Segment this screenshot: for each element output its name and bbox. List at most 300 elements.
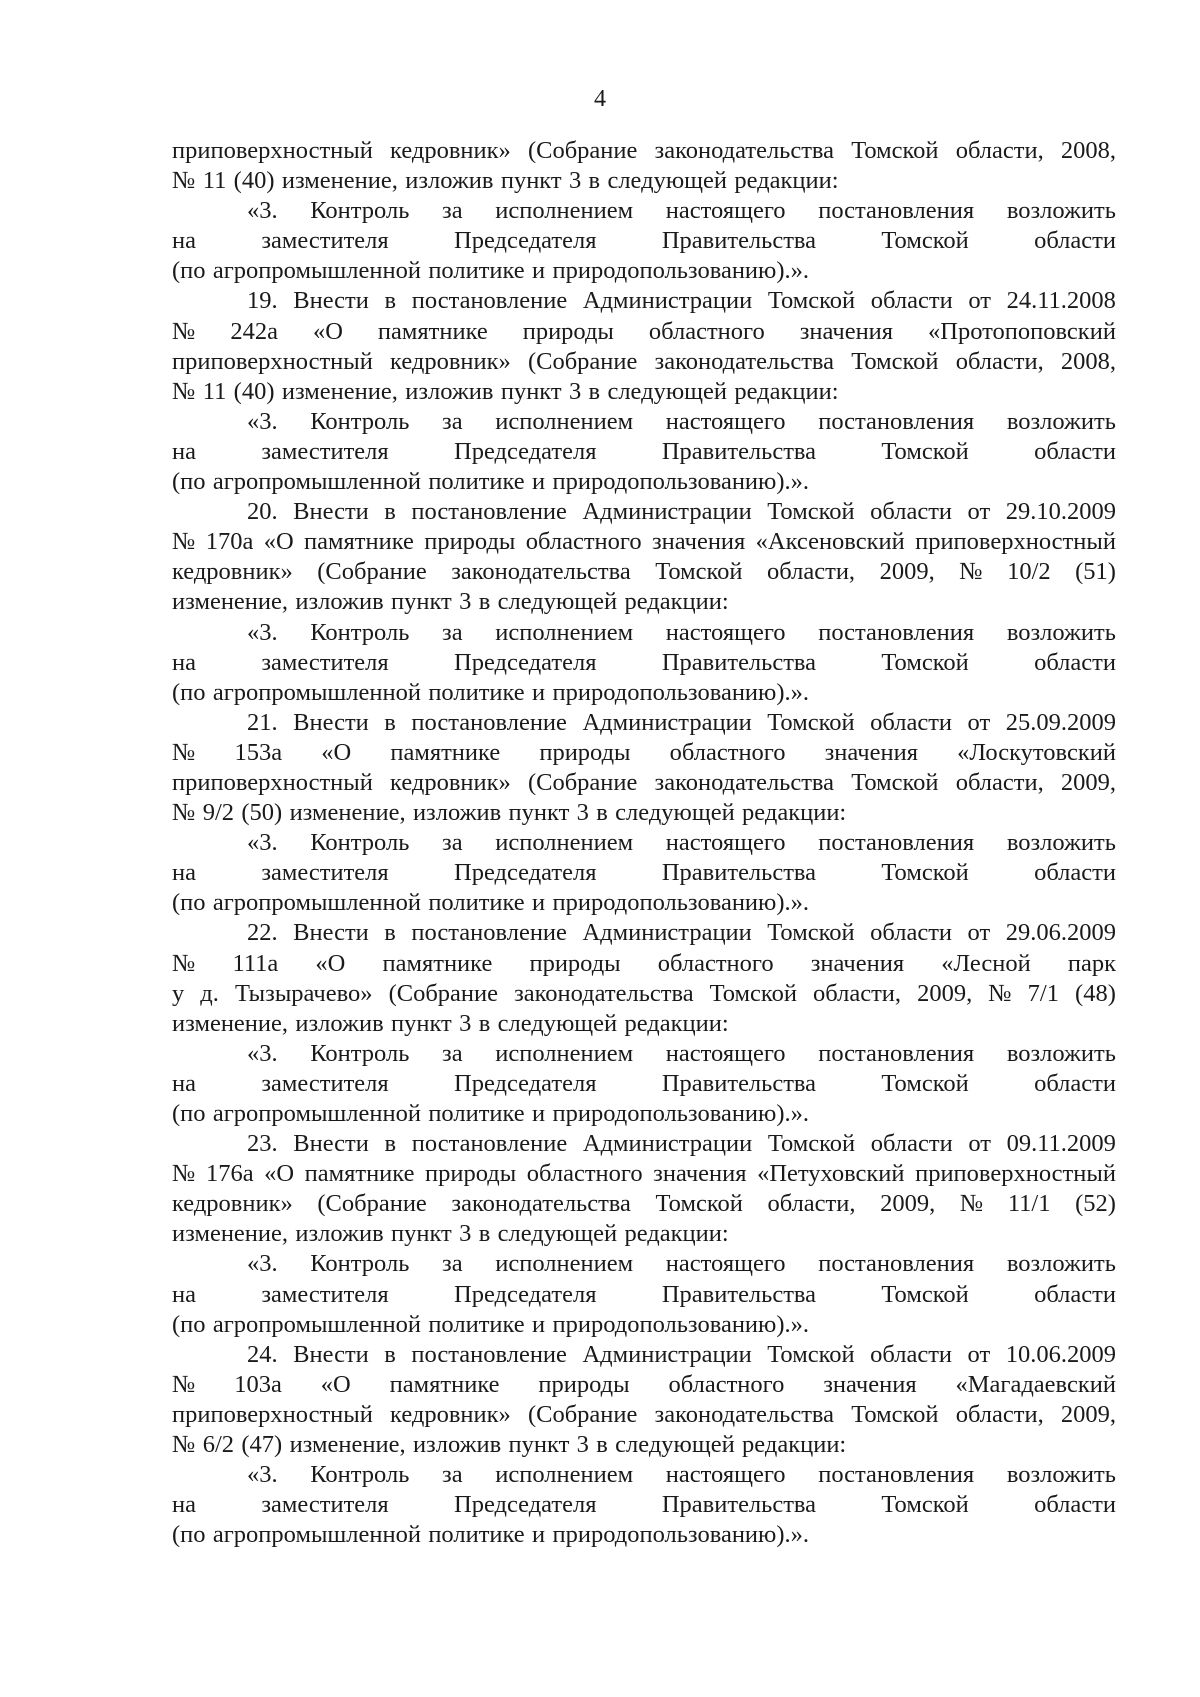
text-line xyxy=(172,1520,1116,1550)
word: (Собрание xyxy=(527,768,638,796)
text-line xyxy=(172,166,1116,196)
word: 11/1 xyxy=(1007,1190,1051,1218)
word: Контроль xyxy=(310,1461,410,1489)
word: постановление xyxy=(411,1340,567,1368)
word: за xyxy=(442,618,463,646)
word: заместителя xyxy=(261,859,389,887)
word: Председателя xyxy=(454,1069,597,1097)
word: области xyxy=(1034,1280,1116,1308)
text-line xyxy=(172,949,1116,979)
word: (51) xyxy=(1075,558,1116,586)
word: (по xyxy=(172,1521,206,1549)
word: 24.11.2008 xyxy=(1006,287,1116,315)
word: Томской xyxy=(655,558,743,586)
word: кедровник» xyxy=(390,768,511,796)
word: постановление xyxy=(411,287,568,315)
word: природы xyxy=(538,1370,630,1398)
word: возложить xyxy=(1006,197,1116,225)
word: изложив xyxy=(295,588,384,616)
word: постановление xyxy=(411,498,567,526)
word: в xyxy=(588,377,601,405)
word: законодательства xyxy=(654,768,835,796)
word: (Собрание xyxy=(527,1400,638,1428)
text-line xyxy=(172,226,1116,256)
word: исполнением xyxy=(495,197,634,225)
word: 29.06.2009 xyxy=(1005,919,1116,947)
word: следующей xyxy=(497,1220,618,1248)
word: в xyxy=(596,1431,608,1459)
word: редакции: xyxy=(742,799,847,827)
word: в xyxy=(384,919,396,947)
word: № xyxy=(172,528,196,556)
word: парк xyxy=(1067,949,1116,977)
word: Правительства xyxy=(661,1491,817,1519)
text-line xyxy=(172,1400,1116,1430)
word: настоящего xyxy=(665,618,786,646)
word: области xyxy=(1034,1491,1116,1519)
word: (Собрание xyxy=(317,558,427,586)
word: на xyxy=(172,648,196,676)
word: изменение, xyxy=(172,588,289,616)
word: политике xyxy=(428,468,525,496)
text-line xyxy=(172,1310,1116,1340)
word: постановления xyxy=(818,618,975,646)
word: области, xyxy=(955,768,1044,796)
word: значения xyxy=(651,528,746,556)
word: Председателя xyxy=(454,1280,597,1308)
word: 2009, xyxy=(1060,1400,1116,1428)
word: 3 xyxy=(459,1009,472,1037)
word: «3. xyxy=(247,197,278,225)
word: в xyxy=(596,799,608,827)
word: 6/2 xyxy=(202,1431,235,1459)
text-line xyxy=(172,467,1116,497)
word: Правительства xyxy=(661,437,817,465)
text-line xyxy=(172,1099,1116,1129)
word: на xyxy=(172,1280,196,1308)
word: № xyxy=(172,377,196,405)
word: 242а xyxy=(230,317,278,345)
word: 3 xyxy=(576,1431,589,1459)
word: изложив xyxy=(412,799,502,827)
word: 3 xyxy=(459,1220,472,1248)
word: изложив xyxy=(412,1431,502,1459)
word: «3. xyxy=(247,618,278,646)
word: 22. xyxy=(247,919,278,947)
word: 3 xyxy=(576,799,589,827)
word: Правительства xyxy=(661,648,817,676)
word: за xyxy=(442,1461,463,1489)
word: возложить xyxy=(1006,618,1116,646)
word: «О xyxy=(321,738,352,766)
word: области xyxy=(1034,859,1116,887)
word: (по xyxy=(172,1310,206,1338)
word: на xyxy=(172,227,196,255)
text-line xyxy=(172,1009,1116,1039)
word: изложив xyxy=(295,1009,384,1037)
text-line xyxy=(172,738,1116,768)
word: следующей xyxy=(497,588,618,616)
word: и xyxy=(532,678,546,706)
word: приповерхностный xyxy=(172,768,373,796)
word: «О xyxy=(312,317,343,345)
document-body xyxy=(172,136,1116,1550)
text-line xyxy=(172,1159,1116,1189)
word: изложив xyxy=(405,377,494,405)
word: Правительства xyxy=(661,1280,817,1308)
word: пункт xyxy=(390,1220,452,1248)
word: заместителя xyxy=(261,1280,389,1308)
word: приповерхностный xyxy=(172,137,373,164)
word: Внести xyxy=(293,498,369,526)
word: законодательства xyxy=(451,558,631,586)
word: возложить xyxy=(1006,829,1116,857)
text-line xyxy=(172,1129,1116,1159)
word: редакции: xyxy=(734,377,839,405)
word: возложить xyxy=(1006,407,1116,435)
word: кедровник» xyxy=(390,347,511,375)
word: № xyxy=(172,317,196,345)
text-line xyxy=(172,858,1116,888)
word: за xyxy=(442,829,463,857)
word: области, xyxy=(955,137,1044,164)
word: пункт xyxy=(508,799,570,827)
text-line xyxy=(172,1340,1116,1370)
word: области, xyxy=(812,979,902,1007)
word: значения xyxy=(824,738,918,766)
word: области xyxy=(1034,227,1116,255)
word: Контроль xyxy=(310,1250,410,1278)
text-line xyxy=(172,1280,1116,1310)
word: Внести xyxy=(293,708,369,736)
word: 111а xyxy=(232,949,279,977)
word: (Собрание xyxy=(388,979,499,1007)
word: Контроль xyxy=(310,829,410,857)
word: Томской xyxy=(851,137,939,164)
word: памятнике xyxy=(304,528,414,556)
word: кедровник» xyxy=(172,558,293,586)
word: природы xyxy=(522,317,614,345)
word: значения xyxy=(810,949,905,977)
word: приповерхностный xyxy=(915,1160,1116,1188)
text-line xyxy=(172,136,1116,166)
word: следующей xyxy=(607,167,727,195)
text-line xyxy=(172,1069,1116,1099)
text-line xyxy=(172,407,1116,437)
word: (по xyxy=(172,257,206,285)
word: № xyxy=(172,799,196,827)
word: постановление xyxy=(411,708,567,736)
word: и xyxy=(532,257,546,285)
text-line xyxy=(172,918,1116,948)
word: областного xyxy=(657,949,774,977)
word: приповерхностный xyxy=(172,1400,373,1428)
text-line xyxy=(172,888,1116,918)
text-line xyxy=(172,1219,1116,1249)
word: постановления xyxy=(818,197,975,225)
word: следующей xyxy=(497,1009,618,1037)
word: приповерхностный xyxy=(172,347,373,375)
word: агропромышленной xyxy=(212,257,421,285)
text-line xyxy=(172,377,1116,407)
word: «Магадаевский xyxy=(955,1370,1116,1398)
word: агропромышленной xyxy=(212,1100,421,1127)
word: 153а xyxy=(234,738,283,766)
word: Томской xyxy=(767,498,855,526)
word: в xyxy=(384,1130,397,1158)
text-line xyxy=(172,1189,1116,1219)
word: настоящего xyxy=(665,1039,786,1067)
word: области xyxy=(870,1130,953,1158)
word: Томской xyxy=(767,1340,855,1368)
word: на xyxy=(172,859,196,887)
word: природопользованию).». xyxy=(552,1310,810,1338)
word: агропромышленной xyxy=(212,1310,421,1338)
word: заместителя xyxy=(261,648,389,676)
word: от xyxy=(967,708,991,736)
word: 2009, xyxy=(879,558,935,586)
word: законодательства xyxy=(654,1400,835,1428)
word: области xyxy=(870,919,953,947)
word: № xyxy=(172,1160,196,1188)
word: «Лесной xyxy=(941,949,1031,977)
word: № xyxy=(172,1370,196,1398)
word: от xyxy=(968,1130,991,1158)
word: областного xyxy=(648,317,765,345)
word: Администрации xyxy=(582,1130,753,1158)
word: Томской xyxy=(767,919,855,947)
word: Администрации xyxy=(582,1340,752,1368)
word: возложить xyxy=(1006,1250,1116,1278)
word: и xyxy=(532,468,546,496)
word: «Петуховский xyxy=(757,1160,905,1188)
word: природопользованию).». xyxy=(552,257,810,285)
word: области xyxy=(1034,437,1116,465)
word: № xyxy=(959,1190,984,1218)
word: в xyxy=(384,708,396,736)
word: постановления xyxy=(818,829,975,857)
word: редакции: xyxy=(734,167,839,195)
word: области xyxy=(870,498,953,526)
word: агропромышленной xyxy=(212,468,421,496)
word: Томской xyxy=(851,347,939,375)
word: 21. xyxy=(247,708,278,736)
word: природопользованию).». xyxy=(552,889,810,917)
word: от xyxy=(968,287,991,315)
word: у xyxy=(172,979,185,1007)
word: изложив xyxy=(295,1220,384,1248)
word: постановления xyxy=(818,1250,975,1278)
word: «3. xyxy=(247,1461,278,1489)
word: природопользованию).». xyxy=(552,468,810,496)
word: Томской xyxy=(767,708,855,736)
word: области, xyxy=(767,558,856,586)
word: Администрации xyxy=(582,708,752,736)
word: законодательства xyxy=(451,1190,631,1218)
word: политике xyxy=(428,1310,525,1338)
word: (40) xyxy=(233,167,275,195)
word: 10.06.2009 xyxy=(1005,1340,1116,1368)
word: на xyxy=(172,1069,196,1097)
word: 3 xyxy=(568,377,582,405)
word: Томской xyxy=(881,1069,969,1097)
word: от xyxy=(967,919,991,947)
word: за xyxy=(442,197,463,225)
word: (по xyxy=(172,889,206,917)
text-line xyxy=(172,1249,1116,1279)
text-line xyxy=(172,979,1116,1009)
word: настоящего xyxy=(665,1250,786,1278)
text-line xyxy=(172,256,1116,286)
word: областного xyxy=(525,528,642,556)
word: «О xyxy=(263,528,294,556)
word: (40) xyxy=(233,377,275,405)
text-line xyxy=(172,648,1116,678)
word: в xyxy=(478,588,491,616)
text-line xyxy=(172,1460,1116,1490)
word: за xyxy=(442,1250,463,1278)
word: Администрации xyxy=(582,498,752,526)
word: агропромышленной xyxy=(212,1521,421,1549)
word: 24. xyxy=(247,1340,278,1368)
word: Контроль xyxy=(310,618,410,646)
word: политике xyxy=(428,1100,525,1127)
word: Томской xyxy=(881,227,969,255)
word: заместителя xyxy=(261,227,389,255)
word: кедровник» xyxy=(172,1190,293,1218)
word: природы xyxy=(539,738,631,766)
word: природы xyxy=(529,949,621,977)
word: 2008, xyxy=(1060,137,1116,164)
word: «О xyxy=(264,1160,295,1188)
word: № xyxy=(988,979,1012,1007)
word: пункт xyxy=(390,1009,452,1037)
word: природопользованию).». xyxy=(552,678,810,706)
word: д. xyxy=(200,979,219,1007)
word: постановления xyxy=(818,1039,975,1067)
word: на xyxy=(172,437,196,465)
text-line xyxy=(172,527,1116,557)
text-line xyxy=(172,587,1116,617)
word: № xyxy=(172,1431,196,1459)
text-line xyxy=(172,1430,1116,1460)
text-line xyxy=(172,1370,1116,1400)
word: 29.10.2009 xyxy=(1005,498,1116,526)
word: Томской xyxy=(881,1491,969,1519)
text-line xyxy=(172,347,1116,377)
word: политике xyxy=(428,257,525,285)
word: Внести xyxy=(293,1130,369,1158)
word: Томской xyxy=(851,1400,939,1428)
word: в xyxy=(588,167,601,195)
word: пункт xyxy=(390,588,452,616)
word: изменение, xyxy=(289,799,406,827)
word: № xyxy=(172,167,196,195)
word: 20. xyxy=(247,498,278,526)
word: редакции: xyxy=(624,1009,729,1037)
word: № xyxy=(959,558,983,586)
word: Томской xyxy=(881,859,969,887)
word: политике xyxy=(428,678,525,706)
word: области xyxy=(870,708,953,736)
word: изменение, xyxy=(289,1431,406,1459)
text-line xyxy=(172,828,1116,858)
word: памятнике xyxy=(382,949,493,977)
word: исполнением xyxy=(495,618,634,646)
word: (по xyxy=(172,678,206,706)
word: природы xyxy=(425,1160,517,1188)
word: кедровник» xyxy=(390,1400,511,1428)
word: постановления xyxy=(818,407,975,435)
word: настоящего xyxy=(665,1461,786,1489)
text-line xyxy=(172,196,1116,226)
word: постановление xyxy=(411,919,567,947)
word: исполнением xyxy=(495,1461,634,1489)
word: следующей xyxy=(615,1431,735,1459)
word: Администрации xyxy=(582,919,752,947)
word: «3. xyxy=(247,407,278,435)
word: природопользованию).». xyxy=(552,1100,810,1127)
word: от xyxy=(967,498,991,526)
word: настоящего xyxy=(665,829,786,857)
word: постановления xyxy=(818,1461,975,1489)
word: 9/2 xyxy=(202,799,235,827)
word: следующей xyxy=(607,377,727,405)
word: Председателя xyxy=(454,437,597,465)
word: политике xyxy=(428,1521,525,1549)
word: Томской xyxy=(881,1280,969,1308)
word: в xyxy=(478,1220,491,1248)
word: Контроль xyxy=(310,407,410,435)
word: за xyxy=(442,1039,463,1067)
word: «О xyxy=(315,949,346,977)
word: законодательства xyxy=(654,137,835,164)
word: агропромышленной xyxy=(212,678,421,706)
word: от xyxy=(967,1340,991,1368)
word: «Лоскутовский xyxy=(957,738,1116,766)
word: значения xyxy=(823,1370,917,1398)
word: Томской xyxy=(881,648,969,676)
word: № xyxy=(172,949,196,977)
word: области, xyxy=(955,347,1044,375)
word: редакции: xyxy=(742,1431,847,1459)
word: памятнике xyxy=(304,1160,415,1188)
word: «3. xyxy=(247,1250,278,1278)
word: настоящего xyxy=(665,197,786,225)
text-line xyxy=(172,798,1116,828)
word: Внести xyxy=(293,919,369,947)
word: 2009, xyxy=(917,979,973,1007)
word: агропромышленной xyxy=(212,889,421,917)
word: Внести xyxy=(293,1340,369,1368)
word: изложив xyxy=(405,167,494,195)
word: памятнике xyxy=(389,1370,500,1398)
text-line xyxy=(172,1490,1116,1520)
word: (Собрание xyxy=(527,347,638,375)
word: «3. xyxy=(247,1039,278,1067)
word: в xyxy=(384,287,397,315)
word: Правительства xyxy=(661,1069,817,1097)
word: исполнением xyxy=(495,1250,634,1278)
word: и xyxy=(532,889,546,917)
word: Тызырачево» xyxy=(234,979,373,1007)
word: изменение, xyxy=(281,377,398,405)
word: 176а xyxy=(205,1160,254,1188)
word: природы xyxy=(424,528,516,556)
word: области xyxy=(870,1340,953,1368)
word: области xyxy=(1034,648,1116,676)
word: 2009, xyxy=(1060,768,1116,796)
